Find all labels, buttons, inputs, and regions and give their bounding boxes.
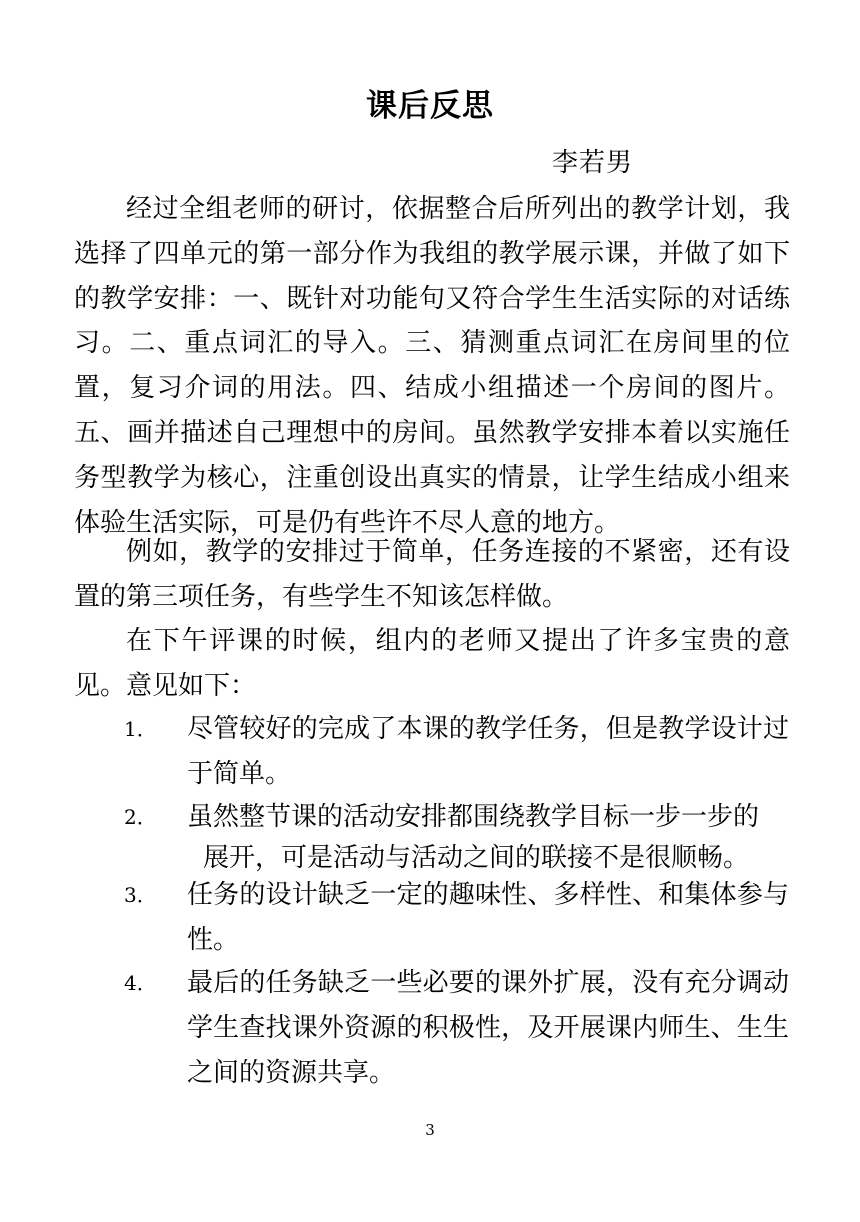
list-item-text: 尽管较好的完成了本课的教学任务，但是教学设计过于简单。	[187, 714, 789, 789]
list-item-text: 任务的设计缺乏一定的趣味性、多样性、和集体参与性。	[187, 880, 789, 955]
list-item-number: 1．	[124, 717, 157, 741]
paragraph-1: 经过全组老师的研讨，依据整合后所列出的教学计划，我选择了四单元的第一部分作为我组的教学展示课，并做了如下的教学安排：一、既针对功能句又符合学生生活实际的对话练习。二、重点词汇的导入。三、猜测重点词汇在房间里的位置，复习介词的用法。四、结成小组描述一个房间的图片。五、画并描述自己理想中的房间。虽然教学安排本着以实施任务型教学为核心，注重创设出真实的情景，让学生结成小组来体验生活实际，可是仍有些许不尽人意的地方。	[74, 194, 790, 538]
author-name: 李若男	[552, 148, 634, 178]
list-item-number: 3．	[124, 883, 157, 907]
list-item-number: 2．	[124, 805, 157, 829]
list-item-text: 最后的任务缺乏一些必要的课外扩展，没有充分调动学生查找课外资源的积极性，及开展课内师生、生生之间的资源共享。	[187, 968, 789, 1088]
paragraph-2: 例如，教学的安排过于简单，任务连接的不紧密，还有设置的第三项任务，有些学生不知该怎样做。	[74, 537, 790, 612]
paragraph-3: 在下午评课的时候，组内的老师又提出了许多宝贵的意见。意见如下：	[74, 626, 790, 701]
list-item-text	[187, 795, 789, 881]
list-item-line-1: 虽然整节课的活动安排都围绕教学目标一步一步的	[187, 802, 760, 832]
document-title: 课后反思	[366, 88, 494, 124]
list-item-line-2: 展开，可是活动与活动之间的联接不是很顺畅。	[203, 842, 750, 873]
list-item-number: 4．	[124, 971, 157, 995]
page-number: 3	[425, 1121, 435, 1139]
